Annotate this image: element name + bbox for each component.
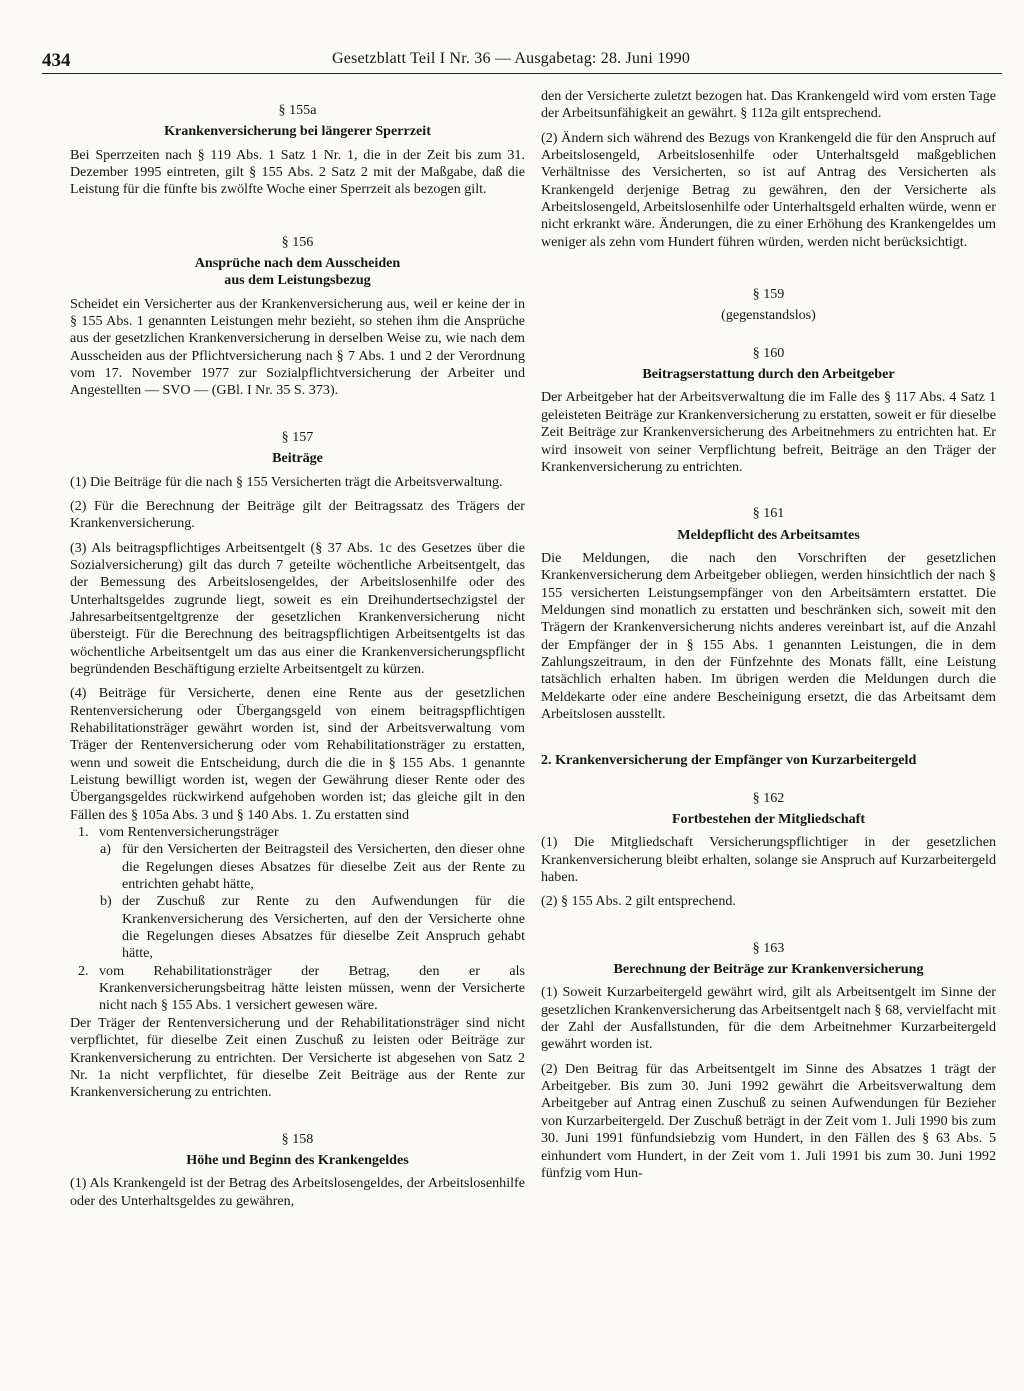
- chapter-subheading: 2. Krankenversicherung der Empfänger von Kurzarbeitergeld: [541, 752, 917, 769]
- page-header: [42, 50, 1002, 74]
- section-heading: aus dem Leistungsbezug: [224, 272, 371, 289]
- paragraph: (2) Ändern sich während des Bezugs von Krankengeld die für den Anspruch auf Arbeitslosengeld, Arbeitslosenhilfe oder Unterhaltsgeld maßgeblichen Verhältnisse des Versicherten, so ist auf Antrag des Versicherten als Krankengeld derjenige Betrag zu gewähren, den der Versicherte als Arbeitslosengeld, Arbeitslosenhilfe oder Unterhaltsgeld erhalten würde, wenn er nicht erkrankt wäre. Änderungen, die zu einer Erhöhung des Krankengeldes um weniger als zehn vom Hundert führen würden, werden nicht berücksichtigt.: [541, 129, 996, 250]
- paragraph: (2) Für die Berechnung der Beiträge gilt der Beitragssatz des Trägers der Krankenversicherung.: [70, 497, 525, 532]
- section-number: § 160: [752, 344, 785, 361]
- section-number: § 156: [281, 233, 314, 250]
- left-column: [70, 102, 525, 1217]
- section-status: (gegenstandslos): [721, 307, 816, 324]
- section-heading: Krankenversicherung bei längerer Sperrzeit: [164, 123, 431, 140]
- paragraph: Die Meldungen, die nach den Vorschriften der gesetzlichen Krankenversicherung dem Arbeitgeber obliegen, werden hinsichtlich der nach § 155 versicherten Leistungsempfänger von den Arbeitsämtern erstattet. Die Meldungen sind monatlich zu erstatten und beschränken sich, soweit mit den Trägern der Krankenversicherung nichts anderes vereinbart ist, auf die Anzahl der Empfänger der in § 155 Abs. 1 genannten Leistungen, die in dem Zahlungszeitraum, in den der Fünfzehnte des Monats fällt, eine Leistung tatsächlich erhalten haben. Im übrigen werden die Meldungen durch die Meldekarte oder eine andere Bescheinigung ersetzt, die das Arbeitsamt dem Arbeitslosen ausstellt.: [541, 549, 996, 722]
- paragraph: (1) Die Beiträge für die nach § 155 Versicherten trägt die Arbeitsverwaltung.: [70, 473, 503, 490]
- list-text: vom Rehabilitationsträger der Betrag, den er als Krankenversicherungsbeitrag hätte leisten müssen, wenn der Versicherte nicht nach § 155 Abs. 1 versichert gewesen wäre.: [99, 962, 525, 1014]
- right-column: [541, 88, 996, 1189]
- section-number: § 163: [752, 939, 785, 956]
- list-item: [70, 963, 525, 1015]
- paragraph: (2) § 155 Abs. 2 gilt entsprechend.: [541, 893, 736, 910]
- list-text: vom Rentenversicherungsträger: [99, 824, 279, 841]
- section-heading: Ansprüche nach dem Ausscheiden: [194, 255, 401, 272]
- paragraph: den der Versicherte zuletzt bezogen hat. Das Krankengeld wird vom ersten Tage der Arbeitsunfähigkeit an gewährt. § 112a gilt entsprechend.: [541, 88, 996, 122]
- section-number: § 158: [281, 1130, 314, 1147]
- list-label: 1.: [78, 824, 89, 841]
- section-number: § 162: [752, 789, 785, 806]
- page-number: 434: [42, 50, 71, 71]
- list-item: [70, 893, 525, 962]
- list-item: [70, 841, 525, 893]
- paragraph: Scheidet ein Versicherter aus der Krankenversicherung aus, weil er keine der in § 155 Abs. 1 genannten Leistungen mehr bezieht, so stehen ihm die Ansprüche aus der gesetzlichen Krankenversicherung in derselben Weise zu, wie nach dem Ausscheiden aus der Pflichtversicherung nach § 7 Abs. 1 und 2 der Verordnung vom 17. November 1977 zur Sozialpflichtversicherung der Arbeiter und Angestellten — SVO — (GBl. I Nr. 35 S. 373).: [70, 295, 525, 399]
- paragraph: Der Arbeitgeber hat der Arbeitsverwaltung die im Falle des § 117 Abs. 4 Satz 1 geleisteten Beiträge zur Krankenversicherung zu erstatten, soweit er für dieselbe Zeit Beiträge zur Krankenversicherung des Arbeitnehmers zu entrichten hat. Er wird insoweit von seiner Verpflichtung befreit, Beiträge an den Träger der Krankenversicherung zu entrichten.: [541, 389, 996, 475]
- paragraph: (4) Beiträge für Versicherte, denen eine Rente aus der gesetzlichen Rentenversicherung oder Übergangsgeld von einem beitragspflichtigen Rehabilitationsträger gewährt worden ist, sind der Arbeitsverwaltung vom Träger der Rentenversicherung oder vom Rehabilitationsträger zu erstatten, wenn und soweit die Entscheidung, durch die die in § 155 Abs. 1 genannte Leistung bewilligt worden ist, wegen der Gewährung dieser Rente oder des Übergangsgeldes rückwirkend aufgehoben worden ist; das gleiche gilt in den Fällen des § 105a Abs. 3 und § 140 Abs. 1. Zu erstatten sind: [70, 685, 525, 823]
- gazette-title: Gesetzblatt Teil I Nr. 36 — Ausgabetag: 28. Juni 1990: [332, 50, 691, 67]
- list-text: für den Versicherten der Beitragsteil des Versicherten, den dieser ohne die Regelungen dieses Absatzes für dieselbe Zeit aus der Rente zu entrichten gehabt hätte,: [122, 841, 525, 893]
- header-rule: [42, 73, 1002, 74]
- section-heading: Berechnung der Beiträge zur Krankenversicherung: [613, 961, 924, 978]
- list-item: [70, 824, 525, 841]
- section-heading: Beitragserstattung durch den Arbeitgeber: [642, 366, 895, 383]
- list-text: der Zuschuß zur Rente zu den Aufwendungen für die Krankenversicherung des Versicherten, auf den der Versicherte ohne die Regelungen dieses Absatzes für dieselbe Zeit Anspruch gehabt hätte,: [122, 893, 525, 962]
- section-number: § 155a: [278, 102, 317, 118]
- section-heading: Beiträge: [272, 450, 323, 467]
- paragraph: Bei Sperrzeiten nach § 119 Abs. 1 Satz 1 Nr. 1, die in der Zeit bis zum 31. Dezember 1995 eintreten, gilt § 155 Abs. 2 Satz 2 mit der Maßgabe, daß die Leistung für die fünfte bis zwölfte Woche einer Sperrzeit als bezogen gilt.: [70, 146, 525, 198]
- section-number: § 157: [281, 428, 314, 445]
- section-heading: Fortbestehen der Mitgliedschaft: [671, 811, 866, 827]
- paragraph: (2) Den Beitrag für das Arbeitsentgelt im Sinne des Absatzes 1 trägt der Arbeitgeber. Bis zum 30. Juni 1992 gewährt die Arbeitsverwaltung dem Arbeitgeber auf Antrag einen Zuschuß zu seinen Aufwendungen für Bezieher von Kurzarbeitergeld. Der Zuschuß beträgt in der Zeit vom 1. Juli 1990 bis zum 30. Juni 1991 fünfundsiebzig vom Hundert, in den Fällen des § 63 Abs. 5 einhundert vom Hundert, in der Zeit vom 1. Juli 1991 bis zum 30. Juni 1992 fünfzig vom Hun-: [541, 1060, 996, 1181]
- list-label: 2.: [78, 962, 89, 979]
- paragraph: Der Träger der Rentenversicherung und der Rehabilitationsträger sind nicht verpflichtet, für dieselbe Zeit einen Zuschuß zu leisten oder Beiträge zur Krankenversicherung zu entrichten. Der Versicherte ist abgesehen von Satz 2 Nr. 1a nicht verpflichtet, für dieselbe Zeit Beiträge aus der Rente zur Krankenversicherung zu entrichten.: [70, 1014, 525, 1101]
- list-label: a): [100, 841, 111, 858]
- paragraph: (1) Soweit Kurzarbeitergeld gewährt wird, gilt als Arbeitsentgelt im Sinne der gesetzlichen Krankenversicherung das Arbeitsentgelt nach § 68, vervielfacht mit der Zahl der Ausfallstunden, für die dem Arbeitnehmer Kurzarbeitergeld gewährt worden ist.: [541, 984, 996, 1053]
- section-number: § 161: [752, 505, 785, 522]
- section-heading: Höhe und Beginn des Krankengeldes: [186, 1151, 409, 1168]
- paragraph: (1) Die Mitgliedschaft Versicherungspflichtiger in der gesetzlichen Krankenversicherung bleibt erhalten, solange sie Anspruch auf Kurzarbeitergeld haben.: [541, 834, 996, 886]
- section-number: § 159: [752, 286, 785, 303]
- section-heading: Meldepflicht des Arbeitsamtes: [677, 526, 860, 543]
- paragraph: (3) Als beitragspflichtiges Arbeitsentgelt (§ 37 Abs. 1c des Gesetzes über die Sozialversicherung) gilt das durch 7 geteilte wöchentliche Arbeitsentgelt, das der Bemessung des Arbeitslosengeldes, der Arbeitslosenhilfe oder des Unterhaltsgeldes zugrunde liegt, soweit es ein Dreihundertsechzigstel der Jahresarbeitsentgeltgrenze der gesetzlichen Krankenversicherung nicht übersteigt. Für die Berechnung des beitragspflichtigen Arbeitsentgelts ist das wöchentliche Arbeitsentgelt um das aus einer die Krankenversicherungspflicht begründenden Beschäftigung erzielte Arbeitsentgelt zu kürzen.: [70, 539, 525, 677]
- list-label: b): [100, 893, 112, 910]
- paragraph: (1) Als Krankengeld ist der Betrag des Arbeitslosengeldes, der Arbeitslosenhilfe oder des Unterhaltsgeldes zu gewähren,: [70, 1175, 525, 1209]
